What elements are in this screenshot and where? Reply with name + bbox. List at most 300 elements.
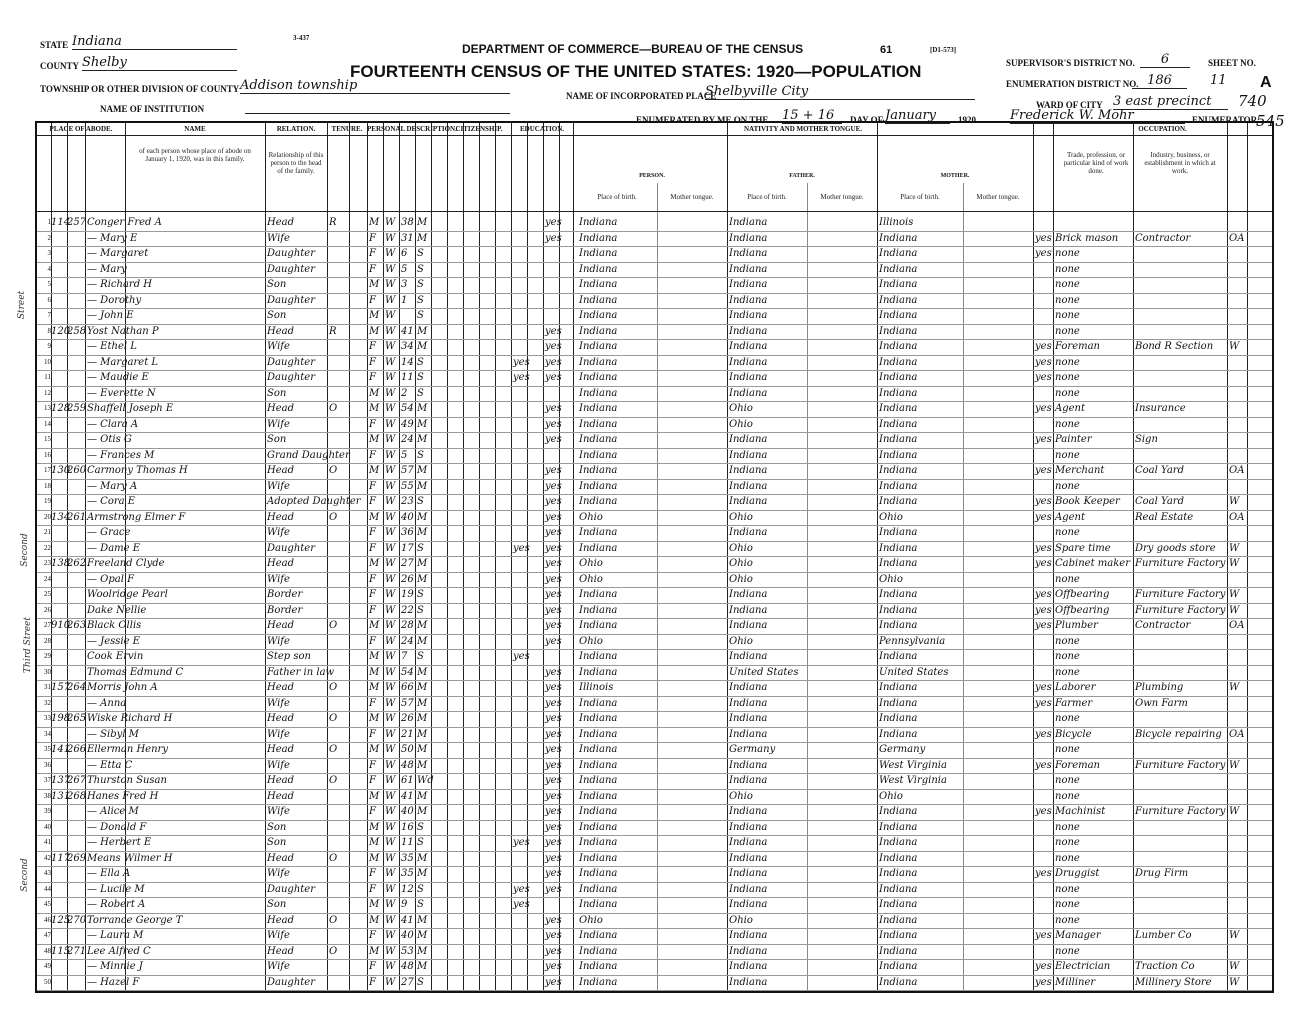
row-marital-status: M [417,573,428,585]
row-birthplace-person: Indiana [579,279,618,290]
row-race: W [385,449,396,461]
row-birthplace-father: Indiana [729,837,768,848]
row-occupation-trade: none [1055,372,1080,383]
row-sex: M [369,465,380,476]
row-person-name: Wiske Richard H [87,713,173,724]
row-age: 6 [401,248,408,259]
row-person-name: Hanes Fred H [87,790,159,802]
row-birthplace-father: Indiana [729,899,768,910]
row-employment-class: W [1229,341,1240,352]
row-birthplace-person: Indiana [579,496,618,507]
row-race: W [385,232,396,244]
row-race: W [385,372,396,383]
row-attended-school: yes [513,372,530,383]
row-birthplace-person: Indiana [579,294,618,306]
grid-column-rule [1033,123,1034,991]
enum-district-label: ENUMERATION DISTRICT NO. [1006,79,1139,89]
row-race: W [385,930,396,941]
row-occupation-trade: none [1055,651,1080,662]
row-can-read: yes [545,666,562,678]
row-occupation-trade: none [1055,837,1080,848]
row-sex: M [369,620,380,631]
row-line-number: 1 [47,218,51,226]
row-birthplace-father: Indiana [729,961,768,972]
row-speaks-english: yes [1035,248,1052,259]
row-birthplace-person: Ohio [579,914,603,926]
row-line-number: 24 [44,574,51,583]
grid-column-rule [1053,123,1054,991]
row-birthplace-person: Indiana [579,945,618,957]
row-attended-school: yes [513,899,530,910]
row-person-name: — Richard H [87,279,152,290]
grid-column-rule [1133,123,1134,991]
row-birthplace-person: Indiana [579,744,618,755]
row-age: 14 [401,356,414,368]
row-birthplace-mother: Indiana [879,294,918,306]
township-value: Addison township [240,78,510,94]
nativity-father: FATHER. [789,173,815,179]
row-occupation-industry: Furniture Factory [1135,759,1226,771]
row-line-number: 6 [47,295,51,304]
row-line-number: 8 [47,326,51,335]
sheet-letter: A [1260,74,1272,91]
row-sex: M [369,821,380,833]
row-marital-status: S [417,821,424,833]
row-birthplace-person: Indiana [579,372,618,383]
row-birthplace-person: Indiana [579,728,618,740]
name-column-desc: of each person whose place of abode on January 1, 1920, was in this family. [139,147,251,163]
row-birthplace-father: Ohio [729,511,753,523]
county-label: COUNTY [40,61,80,71]
row-birthplace-mother: Indiana [879,496,918,507]
row-person-name: Yost Nathan P [87,325,159,337]
row-marital-status: S [417,542,424,554]
row-birthplace-person: Indiana [579,806,618,817]
enumerated-days: 15 + 16 [782,108,842,124]
row-age: 41 [401,914,414,926]
row-age: 35 [401,868,414,879]
row-person-name: — Jessie E [87,635,140,647]
row-dwelling-number: 131 [51,790,71,802]
row-birthplace-mother: Indiana [879,852,918,864]
mother-birthplace-header: Place of birth. [900,193,940,201]
row-birthplace-father: Indiana [729,759,768,771]
row-speaks-english: yes [1035,542,1052,554]
row-line-number: 33 [44,714,51,722]
grid-column-rule [573,123,574,991]
row-can-read: yes [545,558,562,569]
row-dwelling-number: 125 [51,914,71,926]
row-home-tenure: O [329,511,338,523]
row-occupation-industry: Plumbing [1135,682,1184,693]
row-person-name: — Mary E [87,232,138,244]
group-nativity: NATIVITY AND MOTHER TONGUE. [744,125,862,133]
row-occupation-industry: Contractor [1135,620,1191,631]
row-birthplace-person: Indiana [579,310,618,321]
row-occupation-industry: Real Estate [1135,511,1194,523]
row-race: W [385,604,396,616]
row-race: W [385,666,396,678]
row-marital-status: M [417,914,428,926]
margin-note-street: Street [17,290,28,320]
row-marital-status: M [417,232,428,244]
row-line-number: 2 [47,233,51,242]
row-birthplace-mother: Ohio [879,511,903,523]
row-occupation-trade: none [1055,775,1080,786]
row-occupation-trade: none [1055,356,1080,368]
row-relationship: Father in law [267,666,335,678]
row-occupation-trade: none [1055,666,1080,678]
census-grid [35,121,1274,993]
row-speaks-english: yes [1035,465,1052,476]
row-occupation-industry: Traction Co [1135,961,1195,972]
row-birthplace-mother: West Virginia [879,775,947,786]
row-age: 38 [401,217,414,228]
row-marital-status: S [417,837,424,848]
row-marital-status: S [417,356,424,368]
row-birthplace-person: Indiana [579,341,618,352]
row-marital-status: M [417,480,428,492]
row-age: 24 [401,635,414,647]
row-can-read: yes [545,713,562,724]
row-birthplace-mother: Indiana [879,372,918,383]
row-marital-status: M [417,511,428,523]
row-person-name: Thurston Susan [87,775,167,786]
row-line-number: 37 [44,776,51,784]
row-employment-class: W [1229,682,1240,693]
row-dwelling-number: 128 [51,403,71,414]
row-age: 40 [401,930,414,941]
row-employment-class: W [1229,930,1240,941]
row-birthplace-mother: Indiana [879,806,918,817]
row-birthplace-mother: Ohio [879,573,903,585]
row-home-tenure: O [329,945,338,957]
row-person-name: — Grace [87,527,131,538]
row-birthplace-mother: Indiana [879,821,918,833]
row-relationship: Wife [267,930,290,941]
place-value: Shelbyville City [705,84,975,100]
row-relationship: Head [267,465,295,476]
row-family-number: 271 [67,945,87,957]
row-birthplace-father: Ohio [729,542,753,554]
row-birthplace-father: Indiana [729,294,768,306]
row-family-number: 265 [67,713,87,724]
row-person-name: Conger Fred A [87,217,162,228]
row-marital-status: M [417,418,428,430]
row-can-read: yes [545,341,562,352]
row-birthplace-father: Germany [729,744,776,755]
row-occupation-industry: Bond R Section [1135,341,1214,352]
row-speaks-english: yes [1035,806,1052,817]
row-can-read: yes [545,976,562,988]
row-person-name: — John E [87,310,134,321]
row-birthplace-father: United States [729,666,799,678]
row-birthplace-person: Indiana [579,852,618,864]
enum-district-value: 186 [1132,73,1187,89]
row-line-number: 35 [44,745,51,753]
row-family-number: 257 [67,217,87,228]
row-relationship: Son [267,310,287,321]
row-occupation-industry: Furniture Factory [1135,558,1226,569]
row-person-name: Black Ollis [87,620,142,631]
row-employment-class: OA [1229,620,1245,631]
row-relationship: Daughter [267,883,315,895]
row-age: 7 [401,651,408,662]
row-can-read: yes [545,759,562,771]
row-race: W [385,899,396,910]
row-can-read: yes [545,945,562,957]
row-person-name: — Laura M [87,930,144,941]
row-can-read: yes [545,806,562,817]
row-can-read: yes [545,589,562,600]
row-birthplace-person: Indiana [579,713,618,724]
row-speaks-english: yes [1035,341,1052,352]
row-birthplace-mother: Indiana [879,434,918,445]
row-sex: F [369,248,376,259]
father-birthplace-header: Place of birth. [747,193,787,201]
row-speaks-english: yes [1035,868,1052,879]
row-birthplace-mother: Indiana [879,930,918,941]
row-race: W [385,465,396,476]
row-can-read: yes [545,697,562,709]
row-race: W [385,759,396,771]
row-occupation-industry: Coal Yard [1135,465,1184,476]
row-birthplace-father: Indiana [729,496,768,507]
row-occupation-trade: Milliner [1055,976,1096,988]
grid-column-rule [877,123,878,991]
row-race: W [385,744,396,755]
supervisor-value: 6 [1140,52,1190,68]
row-birthplace-person: Indiana [579,868,618,879]
row-birthplace-mother: Indiana [879,387,918,399]
row-speaks-english: yes [1035,976,1052,988]
row-relationship: Head [267,852,295,864]
row-sex: F [369,635,376,647]
row-line-number: 7 [47,311,51,319]
row-family-number: 258 [67,325,87,337]
row-sex: F [369,542,376,554]
row-birthplace-father: Indiana [729,248,768,259]
state-value: Indiana [72,34,237,50]
row-line-number: 50 [44,977,51,986]
enumerator-name: Frederick W. Mohr [1010,108,1185,124]
row-age: 27 [401,976,414,988]
row-can-read: yes [545,217,562,228]
row-relationship: Daughter [267,976,315,988]
row-marital-status: M [417,806,428,817]
row-age: 40 [401,806,414,817]
row-speaks-english: yes [1035,620,1052,631]
relation-column-desc: Relationship of this person to the head of the family. [268,151,324,175]
row-relationship: Head [267,945,295,957]
row-line-number: 3 [47,249,51,257]
row-birthplace-mother: Illinois [879,217,914,228]
row-relationship: Border [267,604,303,616]
row-employment-class: W [1229,806,1240,817]
row-birthplace-person: Indiana [579,604,618,616]
row-age: 17 [401,542,414,554]
row-age: 24 [401,434,414,445]
row-birthplace-mother: Indiana [879,465,918,476]
row-relationship: Wife [267,961,290,972]
row-dwelling-number: 117 [51,852,71,864]
row-birthplace-person: Indiana [579,325,618,337]
row-birthplace-mother: Indiana [879,558,918,569]
row-relationship: Head [267,511,295,523]
row-occupation-trade: Book Keeper [1055,496,1120,507]
row-can-read: yes [545,232,562,244]
row-line-number: 27 [44,621,51,629]
row-age: 61 [401,775,414,786]
row-birthplace-mother: Indiana [879,604,918,616]
row-relationship: Head [267,914,295,926]
row-family-number: 262 [67,558,87,569]
row-line-number: 12 [44,388,51,397]
row-relationship: Wife [267,728,290,740]
row-sex: F [369,697,376,709]
row-occupation-trade: none [1055,449,1080,461]
row-person-name: Shaffell Joseph E [87,403,174,414]
row-relationship: Wife [267,232,290,244]
row-person-name: Cook Ervin [87,651,144,662]
row-occupation-trade: Bicycle [1055,728,1092,740]
row-race: W [385,294,396,306]
row-occupation-industry: Lumber Co [1135,930,1192,941]
row-line-number: 30 [44,667,51,676]
row-birthplace-mother: Indiana [879,341,918,352]
row-birthplace-mother: Indiana [879,480,918,492]
row-race: W [385,945,396,957]
row-occupation-trade: Electrician [1055,961,1111,972]
row-attended-school: yes [513,542,530,554]
row-race: W [385,620,396,631]
row-line-number: 36 [44,760,51,769]
row-sex: F [369,480,376,492]
row-birthplace-mother: Indiana [879,976,918,988]
row-sex: F [369,728,376,740]
row-birthplace-mother: Indiana [879,589,918,600]
row-marital-status: M [417,217,428,228]
row-age: 57 [401,465,414,476]
row-relationship: Head [267,713,295,724]
row-occupation-industry: Furniture Factory [1135,806,1226,817]
department-line: DEPARTMENT OF COMMERCE—BUREAU OF THE CENSUS [462,42,804,56]
row-line-number: 10 [44,357,51,366]
row-age: 49 [401,418,414,430]
grid-column-rule [479,123,480,991]
row-occupation-industry: Sign [1135,434,1158,445]
row-marital-status: M [417,682,428,693]
grid-column-rule [727,123,728,991]
row-occupation-trade: none [1055,310,1080,321]
row-sex: F [369,449,376,461]
row-marital-status: S [417,976,424,988]
row-line-number: 34 [44,729,51,738]
row-occupation-trade: none [1055,852,1080,864]
row-sex: M [369,434,380,445]
row-occupation-industry: Furniture Factory [1135,604,1226,616]
row-can-read: yes [545,480,562,492]
row-birthplace-mother: Indiana [879,325,918,337]
row-age: 54 [401,403,414,414]
row-birthplace-person: Indiana [579,821,618,833]
row-home-tenure: O [329,620,338,631]
row-marital-status: S [417,496,424,507]
row-dwelling-number: 138 [51,558,71,569]
row-sex: M [369,666,380,678]
grid-column-rule [383,123,384,991]
row-birthplace-person: Indiana [579,790,618,802]
row-marital-status: M [417,558,428,569]
row-occupation-trade: none [1055,821,1080,833]
row-person-name: — Minnie J [87,961,143,972]
row-birthplace-father: Indiana [729,697,768,709]
row-family-number: 264 [67,682,87,693]
margin-note-second: Second [19,533,30,567]
row-sex: M [369,217,380,228]
row-birthplace-mother: Ohio [879,790,903,802]
row-relationship: Head [267,217,295,228]
row-birthplace-father: Indiana [729,465,768,476]
row-person-name: — Cora E [87,496,136,507]
row-birthplace-father: Indiana [729,930,768,941]
row-speaks-english: yes [1035,589,1052,600]
row-birthplace-person: Indiana [579,449,618,461]
census-mark: 61 [880,44,893,56]
row-race: W [385,387,396,399]
row-sex: M [369,511,380,523]
row-age: 23 [401,496,414,507]
row-birthplace-father: Indiana [729,728,768,740]
row-age: 34 [401,341,414,352]
row-sex: M [369,651,380,662]
row-race: W [385,961,396,972]
row-person-name: — Mary A [87,480,138,492]
row-race: W [385,883,396,895]
father-tongue-header: Mother tongue. [820,193,864,201]
row-line-number: 23 [44,559,51,567]
row-line-number: 44 [44,884,51,893]
row-sex: M [369,744,380,755]
row-sex: M [369,387,380,399]
row-dwelling-number: 115 [51,945,71,957]
row-family-number: 259 [67,403,87,414]
row-can-read: yes [545,837,562,848]
day-of-label: DAY OF [850,115,884,125]
row-person-name: — Opal F [87,573,135,585]
row-birthplace-person: Indiana [579,403,618,414]
row-home-tenure: R [329,325,337,337]
row-race: W [385,418,396,430]
row-birthplace-mother: Indiana [879,310,918,321]
row-occupation-trade: none [1055,294,1080,306]
row-person-name: — Herbert E [87,837,152,848]
row-occupation-trade: Cabinet maker [1055,558,1130,569]
row-birthplace-mother: Indiana [879,837,918,848]
row-occupation-trade: none [1055,899,1080,910]
row-person-name: Lee Alfred C [87,945,151,957]
row-birthplace-father: Indiana [729,325,768,337]
row-marital-status: M [417,790,428,802]
group-education: EDUCATION. [519,125,564,133]
occupation-industry-header: Industry, business, or establishment in which at work. [1144,151,1216,175]
row-can-read: yes [545,573,562,585]
row-sex: M [369,713,380,724]
row-speaks-english: yes [1035,930,1052,941]
row-birthplace-father: Indiana [729,775,768,786]
row-can-read: yes [545,852,562,864]
row-person-name: — Lucile M [87,883,145,895]
